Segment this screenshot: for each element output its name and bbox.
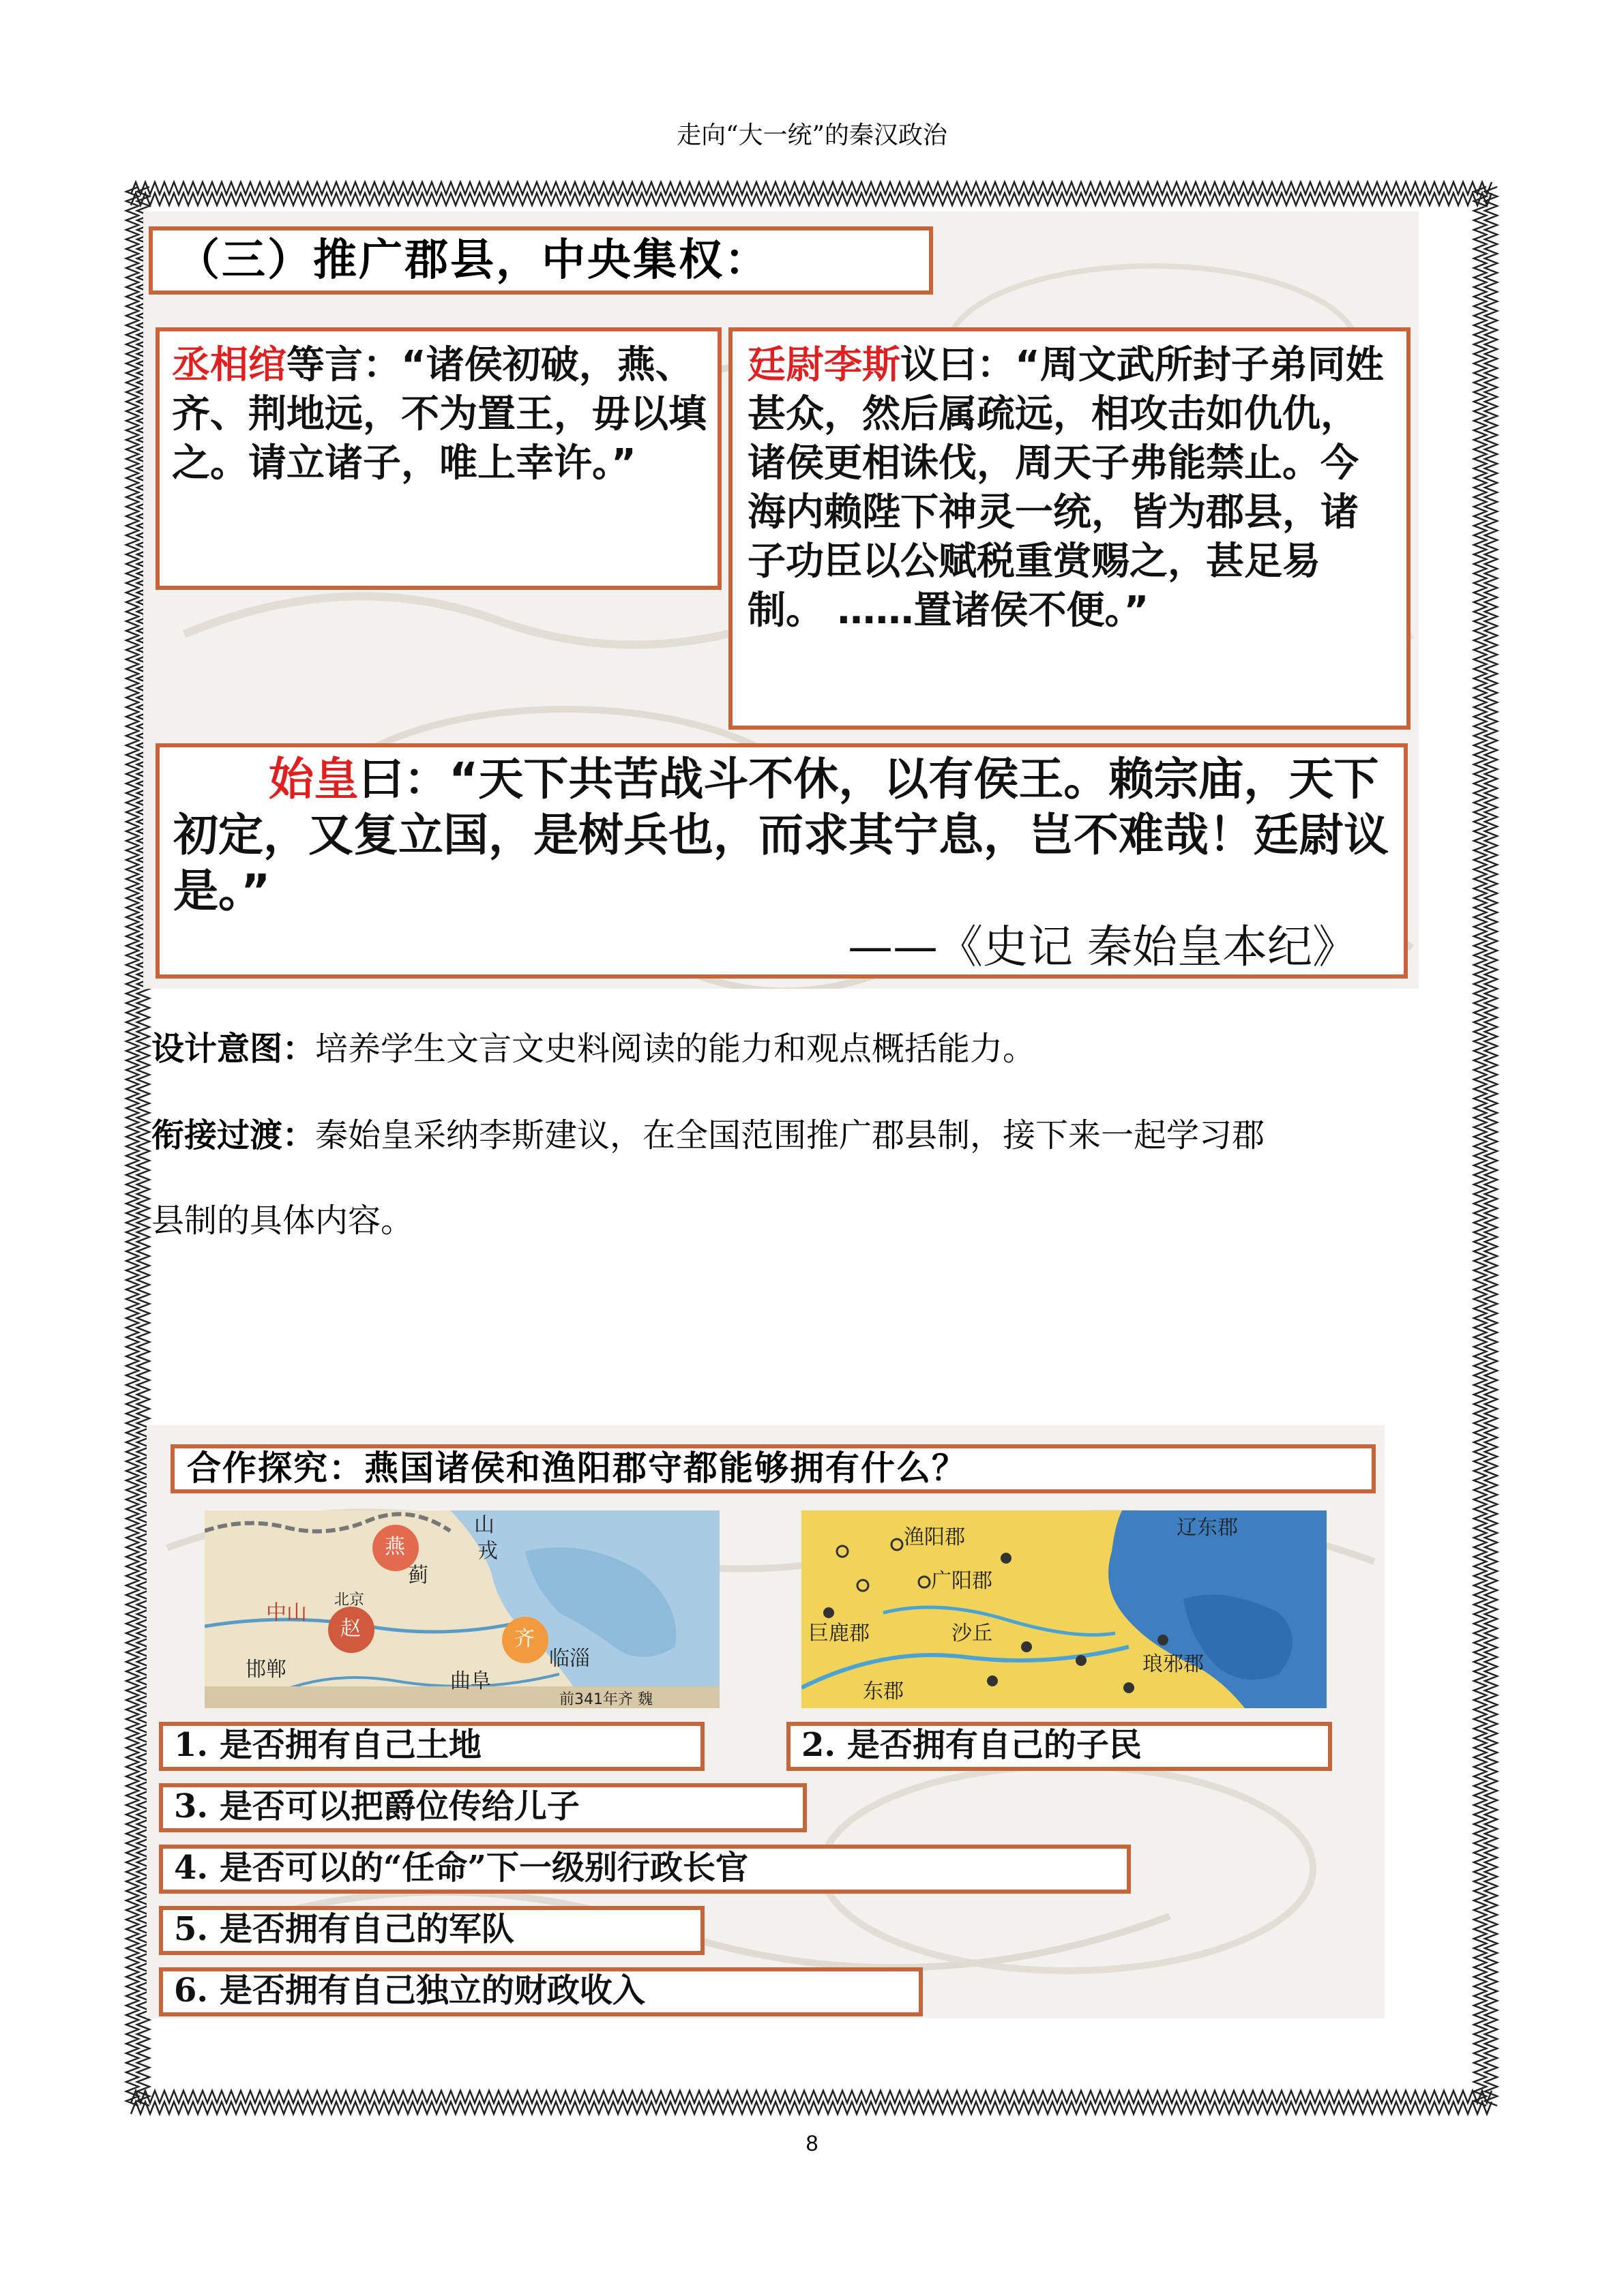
running-header: 走向“大一统”的秦汉政治 [677, 121, 947, 149]
map-label-beijing: 北京 [334, 1592, 365, 1609]
map-label-qi: 齐 [514, 1627, 535, 1651]
map-label-liaodong: 辽东郡 [1177, 1516, 1238, 1540]
quote-first-emperor [156, 743, 1408, 979]
map-label-rong: 戎 [477, 1539, 498, 1563]
map-label-qufu: 曲阜 [450, 1669, 491, 1693]
map-label-yan: 燕 [385, 1535, 405, 1559]
map-label-year-note: 前341年齐 魏 [559, 1691, 653, 1708]
quote-text: 等言：“诸侯初破，燕、齐、荆地远，不为置王，毋以填之。请立诸子，唯上幸许。” [172, 343, 707, 486]
quote-li-si [728, 327, 1411, 730]
question-2: 2. 是否拥有自己的子民 [786, 1722, 1332, 1771]
transition-text: 秦始皇采纳李斯建议，在全国范围推广郡县制，接下来一起学习郡 [315, 1116, 1265, 1154]
transition-paragraph-continued: 县制的具体内容。 [151, 1202, 414, 1240]
slide-primary-sources [143, 211, 1419, 989]
map-label-ji: 蓟 [408, 1564, 428, 1587]
map-label-yuyang: 渔阳郡 [904, 1525, 965, 1549]
question-5: 5. 是否拥有自己的军队 [159, 1906, 705, 1955]
map-label-zhongshan: 中山 [266, 1601, 307, 1625]
design-intent-label: 设计意图： [151, 1030, 316, 1068]
qin-commanderies-map [801, 1510, 1327, 1708]
question-4: 4. 是否可以的“任命”下一级别行政长官 [159, 1845, 1131, 1894]
map-label-langya: 琅邪郡 [1142, 1652, 1204, 1676]
map-label-handan: 邯郸 [246, 1658, 286, 1682]
speaker-chancellor-wan: 丞相绾 [172, 343, 286, 387]
map-label-shaqiu: 沙丘 [951, 1622, 992, 1645]
inquiry-title: 合作探究：燕国诸侯和渔阳郡守都能够拥有什么？ [171, 1444, 1376, 1493]
quote-text: 曰：“天下共苦战斗不休，以有侯王。赖宗庙，天下初定，又复立国，是树兵也，而求其宁息，岂不难哉！廷尉议是。” [173, 753, 1389, 917]
question-6: 6. 是否拥有自己独立的财政收入 [159, 1967, 923, 2016]
page-number: 8 [806, 2131, 818, 2156]
map-label-julu: 巨鹿郡 [808, 1622, 870, 1645]
slide-cooperative-inquiry [147, 1425, 1385, 2018]
map-label-zhao: 赵 [340, 1617, 361, 1641]
question-3: 3. 是否可以把爵位传给儿子 [159, 1783, 807, 1832]
quote-chancellor-wan [156, 327, 722, 590]
speaker-first-emperor: 始皇 [269, 753, 359, 805]
transition-label: 衔接过渡： [151, 1116, 316, 1154]
map-label-shan: 山 [474, 1513, 494, 1537]
design-intent-text: 培养学生文言文史料阅读的能力和观点概括能力。 [315, 1030, 1036, 1068]
map-label-guangyang: 广阳郡 [931, 1569, 992, 1593]
speaker-li-si: 廷尉李斯 [748, 343, 900, 387]
qin-commanderies-map-graphic [801, 1510, 1327, 1708]
design-intent-paragraph [151, 1028, 1475, 1069]
quote-source: ——《史记 秦始皇本纪》 [848, 921, 1357, 973]
map-label-linzi: 临淄 [549, 1647, 590, 1671]
warring-states-map [205, 1510, 720, 1708]
quote-text: 议曰：“周文武所封子弟同姓甚众，然后属疏远，相攻击如仇仇，诸侯更相诛伐，周天子弗能禁止。今海内赖陛下神灵一统，皆为郡县，诸子功臣以公赋税重赏赐之，甚足易制。 ……置诸侯不便。” [748, 343, 1384, 633]
transition-paragraph [151, 1115, 1475, 1156]
question-1: 1. 是否拥有自己土地 [159, 1722, 705, 1771]
map-label-donghai: 东郡 [863, 1680, 904, 1703]
section-heading: （三）推广郡县，中央集权： [149, 226, 933, 295]
